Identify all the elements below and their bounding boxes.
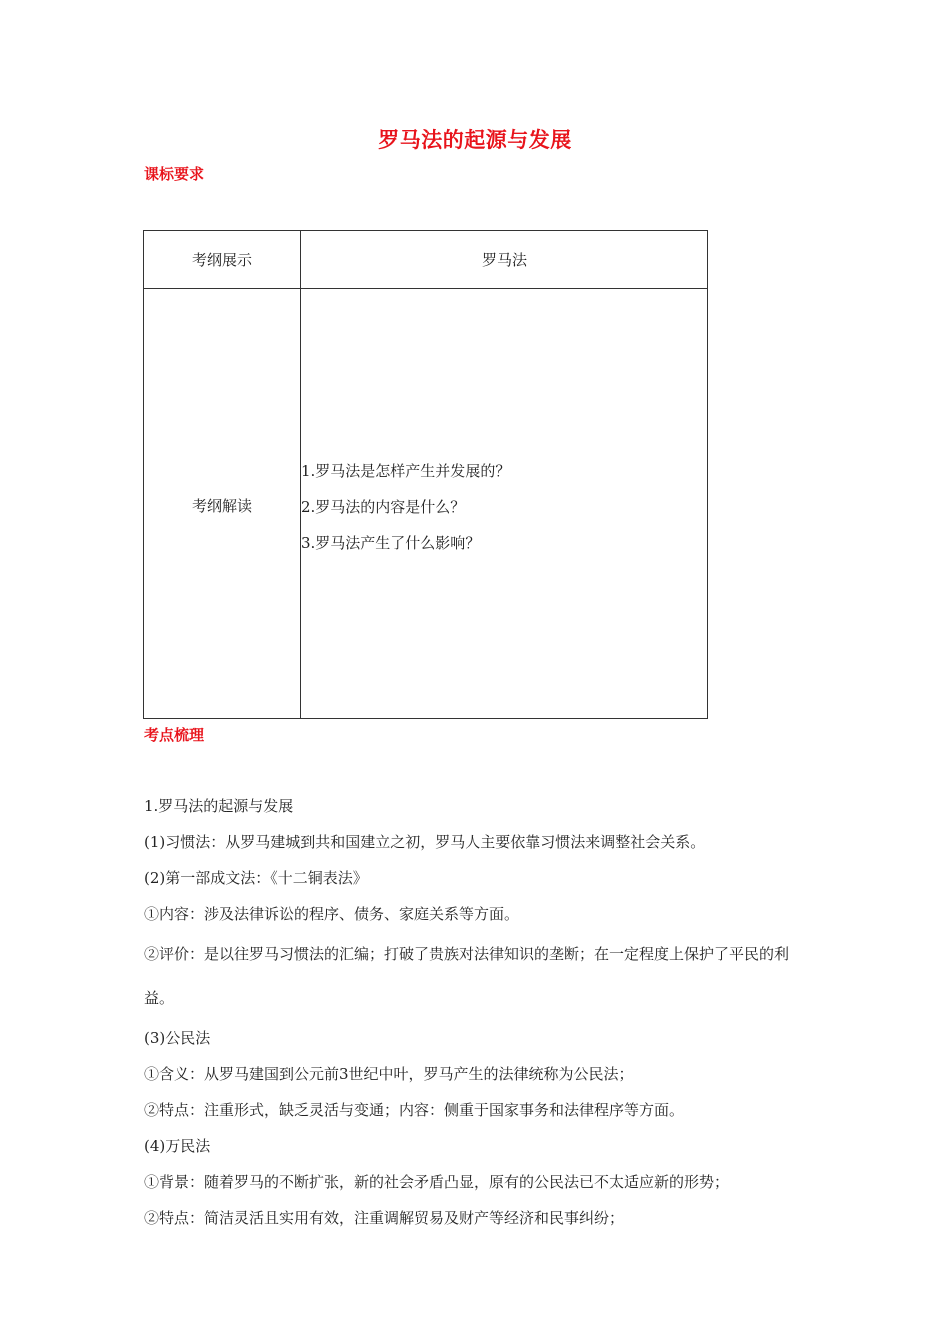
document-title: 罗马法的起源与发展 [378,128,572,152]
body-line: ②特点：注重形式，缺乏灵活与变通；内容：侧重于国家事务和法律程序等方面。 [144,1101,685,1119]
body-line: ①含义：从罗马建国到公元前3世纪中叶，罗马产生的法律统称为公民法； [144,1065,634,1083]
question-item: 3.罗马法产生了什么影响？ [301,534,481,552]
body-line: ②评价：是以往罗马习惯法的汇编；打破了贵族对法律知识的垄断；在一定程度上保护了平民的利益。 [144,945,790,1007]
key-points-body [144,788,814,1236]
requirements-table [143,230,708,719]
table-cell-syllabus-value: 罗马法 [481,251,527,269]
body-line: ①内容：涉及法律诉讼的程序、债务、家庭关系等方面。 [144,905,520,923]
question-item: 1.罗马法是怎样产生并发展的？ [301,462,511,480]
table-cell-interpretation-label: 考纲解读 [191,497,252,515]
body-line: (2)第一部成文法：《十二铜表法》 [144,869,368,887]
body-line: (1)习惯法：从罗马建城到共和国建立之初，罗马人主要依靠习惯法来调整社会关系。 [144,833,706,851]
section-heading-key-points: 考点梳理 [144,726,205,744]
body-line: (3)公民法 [144,1029,211,1047]
table-row-divider [144,288,707,289]
section-heading-requirements: 课标要求 [144,165,205,183]
body-line: 1.罗马法的起源与发展 [144,797,294,815]
body-line: ②特点：简洁灵活且实用有效，注重调解贸易及财产等经济和民事纠纷； [144,1209,625,1227]
body-line: ①背景：随着罗马的不断扩张，新的社会矛盾凸显，原有的公民法已不太适应新的形势； [144,1173,730,1191]
interpretation-question-list [301,453,510,561]
table-cell-syllabus-label: 考纲展示 [191,251,252,269]
body-line: (4)万民法 [144,1137,211,1155]
question-item: 2.罗马法的内容是什么？ [301,498,466,516]
